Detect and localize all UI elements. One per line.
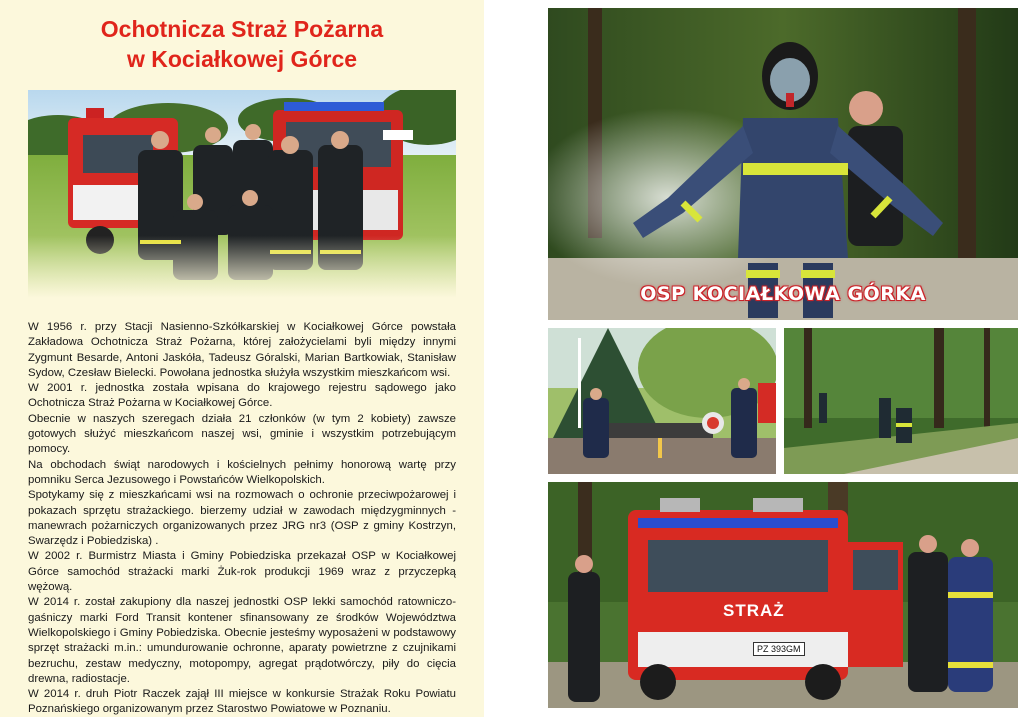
paragraph-3: Obecnie w naszych szeregach działa 21 członków (w tym 2 kobiety) zawsze gotowych służyć mieszkańcom naszej wsi, gminie i wszystkim potrzebującym pomocy. (28, 412, 456, 456)
group-photo (28, 90, 456, 298)
left-page (0, 0, 484, 717)
truck-photo (548, 482, 1018, 708)
history-text (28, 320, 456, 718)
license-plate: PZ 393GM (753, 642, 805, 656)
paragraph-5: Spotykamy się z mieszkańcami wsi na rozmowach o ochronie przeciwpożarowej i pokazach sprzętu strażackiego. bierzemy udział w zawodach międzygminnych - manewrach pożarniczych organizowanych przez JRG nr3 (OSP z gminy Kostrzyn, Swarzędz i Pobiedziska) . (28, 489, 456, 548)
paragraph-4: Na obchodach świąt narodowych i kościelnych pełnimy honorową wartę przy pomniku Serca Jezusowego i Powstańców Wielkopolskich. (28, 458, 456, 486)
truck-door-label: STRAŻ (723, 601, 785, 620)
paragraph-1: W 1956 r. przy Stacji Nasienno-Szkółkarskiej w Kociałkowej Górce powstała Zakładowa Ochotnicza Straż Pożarna, której założycielami byli między innymi Zygmunt Besarde, Antoni Jaskóła, Tadeusz Góralski, Marian Bartkowiak, Stanisław Sydow, Czesław Bielecki. Powołana jednostka służyła wszystkim mieszkańcom wsi. (28, 321, 456, 379)
monument-photo (548, 328, 776, 474)
title-line-1: Ochotnicza Straż Pożarna (100, 16, 384, 42)
paragraph-6: W 2002 r. Burmistrz Miasta i Gminy Pobiedziska przekazał OSP w Kociałkowej Górce samochód strażacki marki Żuk-rok produkcji 1969 wraz z przyczepką wężową. (28, 550, 456, 594)
title-line-2: w Kociałkowej Górce (126, 46, 358, 72)
hazmat-photo (548, 8, 1018, 320)
paragraph-8: W 2014 r. druh Piotr Raczek zajął III miejsce w konkursie Strażak Roku Powiatu Poznańskiego organizowanym przez Starostwo Powiatowe w Poznaniu. (28, 688, 456, 716)
photo-caption: OSP KOCIAŁKOWA GÓRKA (640, 283, 926, 305)
page-title (0, 14, 484, 74)
training-photo (784, 328, 1018, 474)
paragraph-2: W 2001 r. jednostka została wpisana do krajowego rejestru sądowego jako Ochotnicza Straż Pożarna w Kociałkowej Górce. (28, 382, 456, 410)
paragraph-7: W 2014 r. został zakupiony dla naszej jednostki OSP lekki samochód ratowniczo-gaśniczy marki Ford Transit kontener sfinansowany ze środków Województwa Wielkopolskiego i Gminy Pobiedziska. Obecnie jesteśmy wyposażeni w podstawowy sprzęt strażacki m.in.: umundurowanie ochronne, aparaty powietrzne z czujnikami bezruchu, zestaw medyczny, motopompy, agregat prądotwórczy, piły do cięcia drewna, radiostacje. (28, 596, 456, 685)
